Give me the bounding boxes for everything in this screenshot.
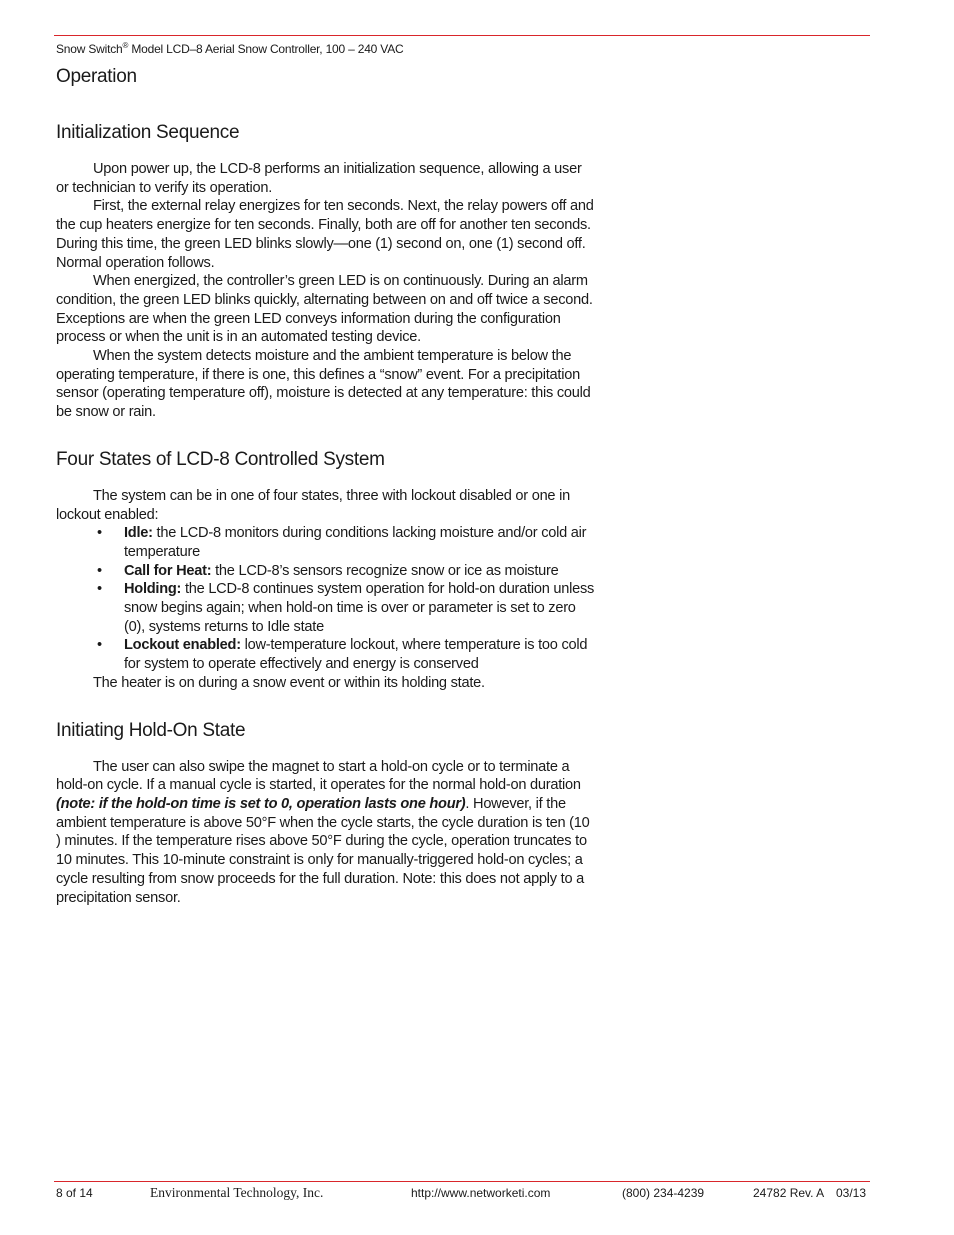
- list-item: • Holding: the LCD-8 continues system operation for hold-on duration unless snow begins again; when hold-on time is over or parameter is set to zero (0), systems returns to Idle state: [97, 581, 595, 635]
- heading-four-states: Four States of LCD-8 Controlled System: [56, 448, 385, 470]
- heading-initialization: Initialization Sequence: [56, 122, 240, 143]
- paragraph: The user can also swipe the magnet to start a hold-on cycle or to terminate a hold-on cycle. If a manual cycle is started, it operates for the normal hold-on duration (note: if the hold-on time is set to 0, operation lasts one hour). However, if the ambient temperature is above 50°F when the cycle starts, the cycle duration is ten (10 ) minutes. If the temperature rises above 50°F during the cycle, operation truncates to 10 minutes. This 10-minute constraint is only for manually-triggered hold-on cycles; a cycle resulting from snow proceeds for the full duration. Note: this does not apply to a precipitation sensor.: [56, 758, 590, 906]
- paragraph: Upon power up, the LCD-8 performs an initialization sequence, allowing a user or technician to verify its operation.: [56, 161, 582, 196]
- revision: 24782 Rev. A: [753, 1186, 825, 1200]
- footer-rule: [54, 1181, 870, 1182]
- registered-mark: ®: [122, 41, 129, 50]
- paragraph: The heater is on during a snow event or within its holding state.: [93, 674, 485, 691]
- phone-number: (800) 234-4239: [622, 1186, 705, 1200]
- list-item: • Idle: the LCD-8 monitors during conditions lacking moisture and/or cold air temperature: [97, 525, 587, 560]
- section-title: Operation: [56, 66, 137, 87]
- company-name: Environmental Technology, Inc.: [150, 1185, 324, 1200]
- revision-date: 03/13: [836, 1186, 867, 1200]
- states-list: [56, 524, 596, 674]
- bullet: •: [97, 637, 102, 654]
- heading-hold-on: Initiating Hold-On State: [56, 719, 246, 741]
- bullet: •: [97, 581, 102, 598]
- page-number: 8 of 14: [56, 1186, 93, 1200]
- header-rule: [54, 35, 870, 36]
- paragraph: When the system detects moisture and the ambient temperature is below the operating temperature, if there is one, this defines a “snow” event. For a precipitation sensor (operating temperature off), moisture is detected at any temperature: this could be snow or rain.: [56, 348, 591, 421]
- list-item: • Call for Heat: the LCD-8’s sensors recognize snow or ice as moisture: [97, 562, 559, 579]
- paragraph: When energized, the controller’s green LED is on continuously. During an alarm condition, the green LED blinks quickly, alternating between on and off twice a second. Exceptions are when the green LED conveys information during the configuration process or when the unit is in an automated testing device.: [56, 273, 593, 346]
- bullet: •: [97, 525, 102, 542]
- website-link[interactable]: http://www.networketi.com: [411, 1186, 551, 1200]
- hold-on-note: (note: if the hold-on time is set to 0, operation lasts one hour): [56, 795, 466, 812]
- list-item: • Lockout enabled: low-temperature lockout, where temperature is too cold for system to operate effectively and energy is conserved: [97, 637, 588, 673]
- bullet: •: [97, 562, 102, 579]
- paragraph: The system can be in one of four states, three with lockout disabled or one in lockout enabled:: [56, 487, 570, 523]
- paragraph: First, the external relay energizes for ten seconds. Next, the relay powers off and the cup heaters energize for ten seconds. Finally, both are off for another ten seconds. During this time, the green LED blinks slowly—one (1) second on, one (1) second off. Normal operation follows.: [56, 198, 594, 271]
- document-body: [56, 120, 596, 907]
- document-title: Snow Switch® Model LCD–8 Aerial Snow Controller, 100 – 240 VAC: [56, 41, 404, 56]
